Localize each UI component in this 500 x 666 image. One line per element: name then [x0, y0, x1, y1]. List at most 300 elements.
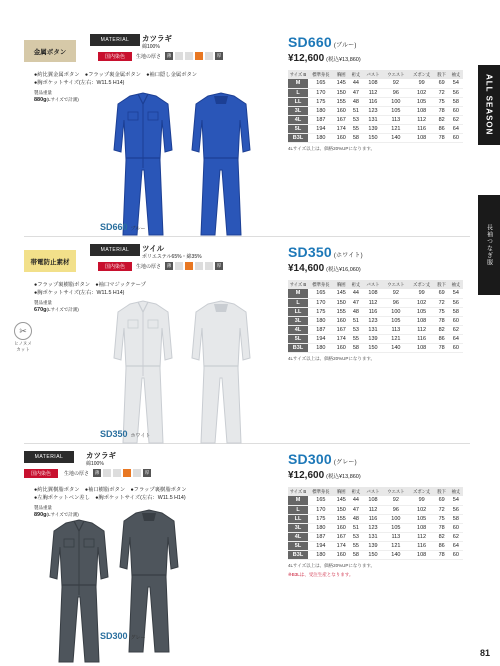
- caption-code: SD300: [100, 631, 128, 641]
- size-cell: 150: [363, 550, 383, 559]
- table-row: [288, 97, 463, 106]
- size-cell: 62: [449, 115, 463, 124]
- size-table: [288, 487, 463, 560]
- size-cell: L: [288, 88, 308, 97]
- size-cell: 96: [383, 298, 409, 307]
- size-cell: 60: [449, 106, 463, 115]
- size-cell: 105: [409, 307, 435, 316]
- table-row: [288, 88, 463, 97]
- thickness-mark: [175, 262, 183, 270]
- size-cell: 116: [409, 124, 435, 133]
- size-cell: 175: [308, 307, 334, 316]
- thickness-mark: [185, 52, 193, 60]
- size-cell: 47: [349, 298, 363, 307]
- size-cell: 55: [349, 541, 363, 550]
- size-cell: 121: [383, 541, 409, 550]
- size-cell: 155: [334, 307, 349, 316]
- size-cell: 86: [435, 541, 449, 550]
- size-cell: 160: [334, 550, 349, 559]
- size-cell: 100: [383, 307, 409, 316]
- material-composition: ポリエステル65%・綿35%: [142, 254, 202, 260]
- size-cell: 60: [449, 550, 463, 559]
- size-cell: 180: [308, 550, 334, 559]
- size-cell: 139: [363, 541, 383, 550]
- table-row: [288, 316, 463, 325]
- size-cell: 150: [334, 505, 349, 514]
- size-cell: 150: [334, 88, 349, 97]
- size-cell: 160: [334, 316, 349, 325]
- size-cell: 75: [435, 514, 449, 523]
- price-value: ¥14,600: [288, 263, 325, 274]
- thickness-mark: [113, 469, 121, 477]
- thickness-mark: [175, 52, 183, 60]
- coverall-front: [44, 517, 114, 666]
- size-cell: 121: [383, 124, 409, 133]
- size-cell: 69: [435, 79, 449, 88]
- size-cell: 96: [383, 505, 409, 514]
- size-cell: 54: [449, 79, 463, 88]
- product-info: [288, 240, 468, 362]
- size-cell: 56: [449, 88, 463, 97]
- product-color: (グレー): [333, 460, 357, 466]
- size-header: サイズ B: [288, 487, 308, 496]
- size-note: 4Lサイズ以上は、価格20%UPになります。: [288, 562, 376, 568]
- product-code: [288, 451, 468, 467]
- size-cell: 48: [349, 97, 363, 106]
- size-cell: 102: [409, 505, 435, 514]
- size-header: 裄丈: [349, 487, 363, 496]
- feature-line: ●胸ポケットサイズ(左右：W11.5 H14): [34, 289, 125, 296]
- size-cell: 108: [363, 79, 383, 88]
- size-cell: 47: [349, 505, 363, 514]
- size-header: 標準身長: [308, 70, 334, 79]
- size-cell: 64: [449, 541, 463, 550]
- size-cell: 58: [449, 307, 463, 316]
- size-header: 胸囲: [334, 487, 349, 496]
- size-cell: 99: [409, 289, 435, 298]
- size-cell: 116: [409, 541, 435, 550]
- size-header: バスト: [363, 280, 383, 289]
- product-code: [288, 244, 468, 260]
- coverall-back: [186, 298, 256, 453]
- size-header: 袖丈: [449, 280, 463, 289]
- material-label: MATERIAL: [90, 34, 140, 46]
- size-cell: 175: [308, 514, 334, 523]
- size-cell: 3L: [288, 316, 308, 325]
- size-cell: 121: [383, 334, 409, 343]
- size-cell: B3L: [288, 343, 308, 352]
- table-row: [288, 298, 463, 307]
- price-tax: (税込¥16,060): [326, 267, 361, 273]
- size-cell: 113: [383, 532, 409, 541]
- size-cell: 145: [334, 496, 349, 505]
- size-header: サイズ B: [288, 70, 308, 79]
- size-cell: 60: [449, 316, 463, 325]
- size-header: ウエスト: [383, 487, 409, 496]
- cut-mark-label: ヒノヌメ: [14, 341, 32, 346]
- table-row: [288, 496, 463, 505]
- size-cell: 92: [383, 79, 409, 88]
- table-row: [288, 79, 463, 88]
- size-cell: 167: [334, 325, 349, 334]
- feature-line: ●約比翼金属ボタン ●フラップ裏金属ボタン ●袖口隠し金属ボタン: [34, 72, 198, 78]
- cut-mark-sub: カット: [16, 347, 30, 352]
- coverall-photo: [34, 494, 284, 647]
- size-note: 4Lサイズ以上は、価格20%UPになります。: [288, 145, 376, 151]
- size-cell: 105: [409, 514, 435, 523]
- caption-code: SD350: [100, 429, 128, 439]
- size-cell: 140: [383, 343, 409, 352]
- size-cell: 174: [334, 541, 349, 550]
- table-row: [288, 115, 463, 124]
- size-cell: 3L: [288, 106, 308, 115]
- size-cell: B3L: [288, 133, 308, 142]
- size-cell: 140: [383, 550, 409, 559]
- size-header: 袖丈: [449, 487, 463, 496]
- size-cell: 82: [435, 115, 449, 124]
- table-row: [288, 133, 463, 142]
- size-cell: 160: [334, 343, 349, 352]
- size-cell: 170: [308, 298, 334, 307]
- size-cell: M: [288, 79, 308, 88]
- caption-color: ホワイト: [130, 433, 151, 439]
- size-cell: 108: [363, 496, 383, 505]
- size-cell: 145: [334, 79, 349, 88]
- thickness-label: 生地の厚さ: [136, 53, 162, 60]
- thickness-mark: 薄: [94, 470, 100, 475]
- size-cell: 112: [363, 505, 383, 514]
- size-cell: 58: [349, 343, 363, 352]
- size-cell: 131: [363, 325, 383, 334]
- size-cell: 108: [409, 523, 435, 532]
- table-row: [288, 343, 463, 352]
- size-cell: 116: [363, 307, 383, 316]
- size-cell: 105: [383, 523, 409, 532]
- size-cell: 72: [435, 298, 449, 307]
- size-cell: 58: [349, 133, 363, 142]
- size-cell: 180: [308, 343, 334, 352]
- product-price: [288, 470, 468, 481]
- size-cell: 64: [449, 124, 463, 133]
- size-cell: 180: [308, 523, 334, 532]
- cut-mark: [10, 322, 36, 353]
- size-cell: 165: [308, 289, 334, 298]
- size-cell: 53: [349, 532, 363, 541]
- material-composition: 綿100%: [142, 44, 160, 50]
- size-cell: 150: [334, 298, 349, 307]
- size-cell: 78: [435, 133, 449, 142]
- size-cell: 155: [334, 514, 349, 523]
- product-section-sd350: [0, 240, 470, 440]
- size-cell: 167: [334, 115, 349, 124]
- size-cell: 139: [363, 124, 383, 133]
- photo-caption: [100, 429, 150, 439]
- size-cell: 99: [409, 496, 435, 505]
- size-cell: 145: [334, 289, 349, 298]
- product-price: [288, 53, 468, 64]
- size-cell: 4L: [288, 532, 308, 541]
- material-label: MATERIAL: [90, 244, 140, 256]
- thickness-mark: 薄: [166, 53, 172, 58]
- size-cell: 170: [308, 505, 334, 514]
- product-price: [288, 263, 468, 274]
- thickness-label: 生地の厚さ: [136, 263, 162, 270]
- size-cell: 72: [435, 505, 449, 514]
- size-cell: 165: [308, 496, 334, 505]
- size-cell: 86: [435, 334, 449, 343]
- photo-caption: [100, 222, 145, 232]
- size-cell: 174: [334, 334, 349, 343]
- size-cell: 116: [409, 334, 435, 343]
- size-cell: 123: [363, 523, 383, 532]
- thickness-scale: [136, 262, 223, 270]
- size-cell: 54: [449, 289, 463, 298]
- size-cell: 160: [334, 523, 349, 532]
- scissors-icon: ✂: [14, 322, 32, 340]
- size-cell: 55: [349, 334, 363, 343]
- product-code-text: SD350: [288, 244, 332, 260]
- size-header: ウエスト: [383, 70, 409, 79]
- size-cell: 75: [435, 97, 449, 106]
- size-cell: 92: [383, 496, 409, 505]
- weight-unit: (Lサイズで計測): [46, 307, 79, 313]
- thickness-label: 生地の厚さ: [64, 470, 90, 477]
- price-value: ¥12,600: [288, 53, 325, 64]
- product-color: (ホワイト): [333, 253, 363, 259]
- size-cell: 116: [363, 514, 383, 523]
- size-cell: 5L: [288, 334, 308, 343]
- size-cell: 44: [349, 289, 363, 298]
- size-cell: 100: [383, 514, 409, 523]
- size-cell: 78: [435, 106, 449, 115]
- product-info: [288, 447, 468, 578]
- size-cell: LL: [288, 514, 308, 523]
- feature-tag: 金属ボタン: [24, 40, 76, 62]
- size-table: [288, 280, 463, 353]
- size-cell: 175: [308, 97, 334, 106]
- size-cell: 60: [449, 343, 463, 352]
- table-row: [288, 124, 463, 133]
- feature-line: ●左胸ポケットペン差し ●胸ポケットサイズ(左右：W11.5 H14): [34, 494, 186, 501]
- weight-unit: (Lサイズで計測): [46, 512, 79, 518]
- size-header: サイズ B: [288, 280, 308, 289]
- size-cell: LL: [288, 97, 308, 106]
- size-cell: 62: [449, 532, 463, 541]
- thickness-mark: 厚: [144, 470, 150, 475]
- dyeing-badge: 国内染色: [98, 52, 132, 61]
- size-cell: 5L: [288, 541, 308, 550]
- thickness-scale: [64, 469, 151, 477]
- size-cell: 96: [383, 88, 409, 97]
- size-cell: 48: [349, 307, 363, 316]
- size-cell: 108: [409, 133, 435, 142]
- thickness-mark: [103, 469, 111, 477]
- size-cell: 86: [435, 124, 449, 133]
- size-cell: 72: [435, 88, 449, 97]
- size-header: ウエスト: [383, 280, 409, 289]
- size-cell: 56: [449, 505, 463, 514]
- thickness-mark: [133, 469, 141, 477]
- weight-label: 製品重量: [34, 89, 52, 95]
- product-code-text: SD300: [288, 451, 332, 467]
- size-cell: 51: [349, 523, 363, 532]
- size-cell: 187: [308, 532, 334, 541]
- size-cell: 160: [334, 106, 349, 115]
- thickness-mark: [205, 52, 213, 60]
- photo-caption: [100, 631, 146, 641]
- thickness-scale: [136, 52, 223, 60]
- size-cell: M: [288, 496, 308, 505]
- dyeing-badge: 国内染色: [98, 262, 132, 271]
- size-header: 裄丈: [349, 70, 363, 79]
- size-header: 標準身長: [308, 487, 334, 496]
- size-cell: 150: [363, 343, 383, 352]
- caption-color: ブルー: [130, 226, 146, 232]
- size-cell: M: [288, 289, 308, 298]
- size-cell: 3L: [288, 523, 308, 532]
- weight-value: 670g: [34, 307, 47, 314]
- size-table: [288, 70, 463, 143]
- weight-value: 890g: [34, 512, 47, 519]
- table-row: [288, 325, 463, 334]
- size-cell: 139: [363, 334, 383, 343]
- size-cell: 194: [308, 541, 334, 550]
- size-cell: 102: [409, 298, 435, 307]
- feature-line: ●約比翼樹脂ボタン ●袖口樹脂ボタン ●フラップ裏樹脂ボタン: [34, 487, 187, 493]
- size-cell: L: [288, 505, 308, 514]
- size-cell: 102: [409, 88, 435, 97]
- size-cell: 60: [449, 133, 463, 142]
- size-cell: 75: [435, 307, 449, 316]
- size-cell: 180: [308, 106, 334, 115]
- thickness-mark: 厚: [216, 53, 222, 58]
- size-cell: 112: [409, 325, 435, 334]
- size-cell: 58: [449, 97, 463, 106]
- category-side-tab: 長袖つなぎ服: [478, 195, 500, 295]
- size-cell: 105: [383, 106, 409, 115]
- size-header: 裄丈: [349, 280, 363, 289]
- caption-color: グレー: [130, 635, 146, 641]
- size-cell: 58: [349, 550, 363, 559]
- size-cell: 62: [449, 325, 463, 334]
- thickness-mark: [195, 262, 203, 270]
- size-cell: 54: [449, 496, 463, 505]
- dyeing-badge: 国内染色: [24, 469, 58, 478]
- size-cell: L: [288, 298, 308, 307]
- size-cell: 64: [449, 334, 463, 343]
- size-cell: 78: [435, 316, 449, 325]
- table-row: [288, 541, 463, 550]
- size-cell: 150: [363, 133, 383, 142]
- weight-value: 880g: [34, 97, 47, 104]
- order-note: ※B3Lは、受注生産となります。: [288, 571, 354, 577]
- size-cell: 174: [334, 124, 349, 133]
- size-cell: 48: [349, 514, 363, 523]
- size-cell: 100: [383, 97, 409, 106]
- material-name: ツイル: [142, 244, 165, 253]
- size-header: 股下: [435, 280, 449, 289]
- material-label: MATERIAL: [24, 451, 74, 463]
- thickness-mark: [185, 262, 193, 270]
- thickness-mark: [205, 262, 213, 270]
- thickness-mark: 薄: [166, 263, 172, 268]
- size-header: バスト: [363, 487, 383, 496]
- size-cell: 5L: [288, 124, 308, 133]
- size-cell: 78: [435, 523, 449, 532]
- size-cell: 60: [449, 523, 463, 532]
- price-tax: (税込¥13,860): [326, 474, 361, 480]
- size-cell: 112: [363, 298, 383, 307]
- weight-label: 製品重量: [34, 504, 52, 510]
- size-cell: LL: [288, 307, 308, 316]
- size-cell: 170: [308, 88, 334, 97]
- product-section-sd300: [0, 447, 470, 657]
- size-header: ズボン丈: [409, 487, 435, 496]
- size-cell: 92: [383, 289, 409, 298]
- feature-line: ●フラップ裏樹脂ボタン ●袖口マジックテープ: [34, 282, 146, 288]
- size-cell: 44: [349, 496, 363, 505]
- size-cell: 187: [308, 115, 334, 124]
- size-cell: 51: [349, 106, 363, 115]
- size-cell: 4L: [288, 325, 308, 334]
- size-cell: 69: [435, 289, 449, 298]
- size-header: 胸囲: [334, 280, 349, 289]
- size-note: 4Lサイズ以上は、価格20%UPになります。: [288, 355, 376, 361]
- table-row: [288, 514, 463, 523]
- size-cell: B3L: [288, 550, 308, 559]
- table-row: [288, 532, 463, 541]
- size-cell: 108: [409, 106, 435, 115]
- size-cell: 99: [409, 79, 435, 88]
- size-header: バスト: [363, 70, 383, 79]
- weight-label: 製品重量: [34, 299, 52, 305]
- price-value: ¥12,600: [288, 470, 325, 481]
- size-cell: 113: [383, 115, 409, 124]
- size-header: 袖丈: [449, 70, 463, 79]
- size-cell: 51: [349, 316, 363, 325]
- size-header: 股下: [435, 487, 449, 496]
- feature-tag: 帯電防止素材: [24, 250, 76, 272]
- size-header: 股下: [435, 70, 449, 79]
- size-cell: 105: [383, 316, 409, 325]
- size-cell: 155: [334, 97, 349, 106]
- product-section-sd660: [0, 30, 470, 230]
- size-cell: 194: [308, 124, 334, 133]
- size-cell: 78: [435, 550, 449, 559]
- table-row: [288, 289, 463, 298]
- size-cell: 112: [409, 115, 435, 124]
- size-cell: 58: [449, 514, 463, 523]
- product-code: [288, 34, 468, 50]
- size-header: ズボン丈: [409, 280, 435, 289]
- size-cell: 108: [409, 343, 435, 352]
- material-name: カツラギ: [86, 451, 116, 460]
- size-header: 胸囲: [334, 70, 349, 79]
- caption-code: SD660: [100, 222, 128, 232]
- size-cell: 116: [363, 97, 383, 106]
- size-cell: 108: [363, 289, 383, 298]
- size-cell: 112: [409, 532, 435, 541]
- material-composition: 綿100%: [86, 461, 104, 467]
- thickness-mark: [123, 469, 131, 477]
- size-cell: 82: [435, 532, 449, 541]
- material-name: カツラギ: [142, 34, 172, 43]
- size-cell: 4L: [288, 115, 308, 124]
- table-row: [288, 550, 463, 559]
- table-row: [288, 505, 463, 514]
- product-color: (ブルー): [333, 43, 357, 49]
- season-side-tab: ALL SEASON: [478, 65, 500, 145]
